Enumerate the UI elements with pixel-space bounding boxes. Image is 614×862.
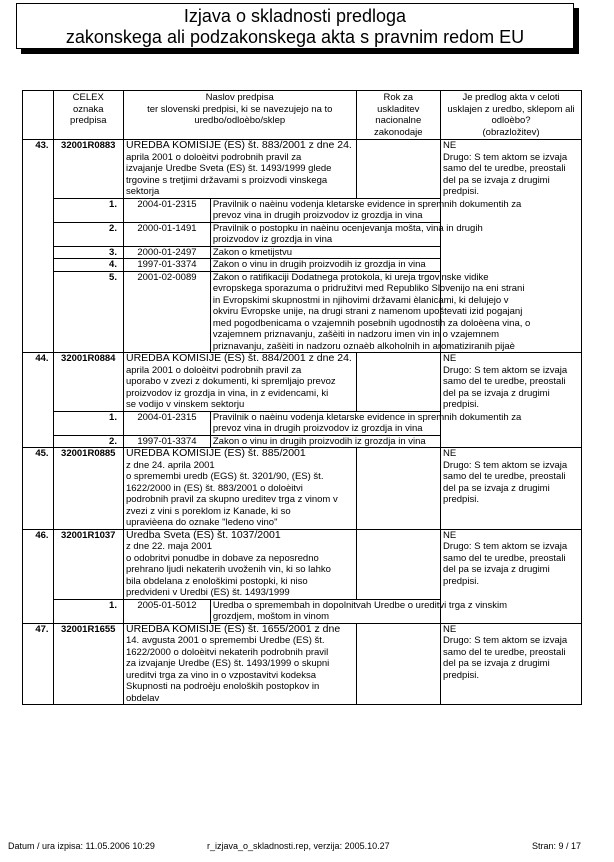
reference-id: 2000-01-1491 [123, 222, 210, 246]
table-row [23, 353, 582, 412]
entry-title-line: z dne 22. maja 2001 [125, 541, 213, 552]
status-line: predpisi. [443, 669, 479, 681]
table-header-row [23, 91, 582, 140]
entry-number: 43. [23, 140, 54, 353]
entry-title-line: Uredba Sveta (ES) št. 1037/2001 [125, 528, 281, 541]
status-line: NE [443, 623, 457, 635]
entry-title-line: izvajanje Uredbe Sveta (ES) št. 1493/1999 glede [125, 163, 332, 174]
header-usklajen: Je predlog akta v celoti usklajen z uredbo, sklepom ali odloèbo? (obrazložitev) [441, 91, 582, 140]
status-line: del pa se izvaja z drugimi [443, 387, 550, 399]
entry-celex: 32001R1655 [53, 623, 123, 705]
entry-title-line: UREDBA KOMISIJE (ES) št. 885/2001 [125, 447, 306, 459]
reference-id: 2005-01-5012 [123, 599, 210, 623]
status-line: samo del te uredbe, preostali [443, 646, 566, 658]
entry-title-line: podrobnih pravil za skupno ureditev trga z vinom v [125, 494, 338, 505]
status-line: Drugo: S tem aktom se izvaja [443, 635, 568, 646]
title-line-1: Izjava o skladnosti predloga [183, 6, 407, 26]
entry-title-line: uporabo v zvezi z dokumenti, ki spremljajo prevoz [125, 376, 336, 387]
entry-title-line: upravièena do oznake "ledeno vino" [125, 517, 278, 528]
status-line: del pa se izvaja z drugimi [443, 174, 550, 186]
status-line: NE [443, 448, 457, 459]
entry-title [123, 448, 356, 530]
reference-number: 2. [53, 222, 123, 246]
footer-report-name: r_izjava_o_skladnosti.rep, verzija: 2005.10.27 [207, 841, 390, 851]
reference-number: 2. [53, 435, 123, 448]
reference-title-line: evropskega sporazuma o pridružitvi med Republiko Slovenijo na eni strani [212, 283, 525, 294]
entry-title-line: o spremembi uredb (EGS) št. 3201/90, (ES) št. [125, 471, 324, 482]
reference-row [23, 271, 582, 353]
reference-id: 2001-02-0089 [123, 271, 210, 353]
table-row [23, 529, 582, 599]
status-line: samo del te uredbe, preostali [443, 552, 566, 564]
reference-number: 1. [53, 198, 123, 222]
reference-title-line: med pogodbenicama o vzajemnih posebnih ugodnostih za doloèena vina, o [212, 317, 531, 329]
reference-title [210, 411, 522, 435]
reference-number: 5. [53, 271, 123, 353]
entry-title-line: sektorja [125, 186, 160, 197]
entry-number: 47. [23, 623, 54, 705]
entry-title-line: 1622/2000 o doloèitvi nekaterih podrobnih pravil [125, 646, 329, 658]
status-line: NE [443, 353, 457, 364]
compliance-table [22, 90, 582, 705]
status-line: Drugo: S tem aktom se izvaja [443, 364, 568, 376]
reference-title-line: in Evropskimi skupnostmi in njihovimi državami èlanicami, ki delujejo v [212, 294, 509, 306]
reference-title [210, 198, 522, 222]
reference-id: 2000-01-2497 [123, 246, 210, 259]
reference-title-line: Uredba o spremembah in dopolnitvah Uredbe o ureditvi trga z vinskim [212, 599, 507, 611]
entry-celex: 32001R0885 [53, 448, 123, 530]
entry-title-line: se vodijo v vinskem sektorju [125, 399, 245, 410]
entry-title-line: proizvodov iz grozdja in vina, in z evidencami, ki [125, 387, 329, 399]
entry-title-line: Skupnosti na podroèju enoloških postopkov in [125, 681, 320, 692]
table-row [23, 623, 582, 705]
entry-celex: 32001R0883 [53, 140, 123, 199]
status-line: Drugo: S tem aktom se izvaja [443, 459, 568, 471]
entry-title-line: prehrano ljudi nekaterih uvoženih vin, ki so lahko [125, 564, 331, 575]
entry-celex: 32001R1037 [53, 529, 123, 599]
entry-deadline [356, 353, 441, 412]
reference-title-line: grozdjem, moštom in vinom [212, 611, 330, 622]
reference-number: 3. [53, 246, 123, 259]
status-line: samo del te uredbe, preostali [443, 376, 566, 387]
entry-number: 44. [23, 353, 54, 448]
footer-page-number: Stran: 9 / 17 [532, 841, 582, 851]
status-line: predpisi. [443, 575, 479, 587]
header-naslov: Naslov predpisa ter slovenski predpisi, ki se navezujejo na to uredbo/odloèbo/sklep [123, 91, 356, 140]
entry-number: 46. [23, 529, 54, 623]
entry-number: 45. [23, 448, 54, 530]
status-line: Drugo: S tem aktom se izvaja [443, 541, 568, 552]
status-line: del pa se izvaja z drugimi [443, 564, 550, 575]
title-line-2: zakonskega ali podzakonskega akta s pravnim redom EU [65, 27, 525, 47]
status-line: predpisi. [443, 186, 479, 197]
reference-title-line: priznavanju, zašèiti in nadzoru oznaèb alkoholnih in aromatiziranih pijaè [212, 340, 515, 352]
status-line: del pa se izvaja z drugimi [443, 482, 550, 494]
entry-title-line: za izvajanje Uredbe (ES) št. 1493/1999 o skupni [125, 658, 330, 669]
entry-title [123, 140, 356, 199]
entry-title-line: UREDBA KOMISIJE (ES) št. 1655/2001 z dne [125, 622, 341, 635]
reference-title-line: prevoz vina in drugih proizvodov iz grozdja in vina [212, 423, 423, 434]
reference-title-line: Pravilnik o naèinu vodenja kletarske evidence in spremnih dokumentih za [212, 198, 522, 210]
reference-title-line: Zakon o vinu in drugih proizvodih iz grozdja in vina [212, 259, 426, 270]
reference-title [210, 222, 483, 246]
reference-number: 1. [53, 411, 123, 435]
header-rok: Rok za uskladitev nacionalne zakonodaje [356, 91, 441, 140]
entry-title-line: o odobritvi ponudbe in dobave za neposredno [125, 552, 319, 564]
header-celex: CELEX oznaka predpisa [53, 91, 123, 140]
reference-title [210, 599, 507, 623]
entry-title-line: UREDBA KOMISIJE (ES) št. 884/2001 z dne 24. [125, 352, 352, 364]
entry-compliance-status [441, 448, 582, 530]
reference-id: 1997-01-3374 [123, 435, 210, 448]
entry-title [123, 623, 356, 705]
reference-title-line: Zakon o vinu in drugih proizvodih iz grozdja in vina [212, 435, 426, 447]
entry-title-line: 1622/2000 in (ES) št. 883/2001 o doloèitvi [125, 482, 303, 494]
entry-compliance-status [441, 623, 582, 705]
entry-title-line: trgovine s tretjimi državami s proizvodi vinskega [125, 174, 328, 186]
reference-title-line: Pravilnik o postopku in naèinu ocenjevanja mošta, vina in drugih [212, 222, 483, 234]
entry-title-line: bila obdelana z enološkimi postopki, ki niso [125, 575, 308, 587]
reference-title-line: Zakon o ratifikaciji Dodatnega protokola, ki ureja trgovinske vidike [212, 271, 489, 283]
reference-title [210, 435, 440, 448]
reference-title-line: Pravilnik o naèinu vodenja kletarske evidence in spremnih dokumentih za [212, 411, 522, 423]
entry-title-line: aprila 2001 o doloèitvi podrobnih pravil za [125, 151, 302, 163]
entry-title [123, 529, 356, 599]
reference-title [210, 259, 440, 272]
reference-number: 4. [53, 259, 123, 272]
status-line: predpisi. [443, 494, 479, 505]
entry-title-line: 14. avgusta 2001 o spremembi Uredbe (ES) št. [125, 635, 325, 646]
status-line: Drugo: S tem aktom se izvaja [443, 151, 568, 163]
status-line: samo del te uredbe, preostali [443, 471, 566, 482]
reference-title-line: proizvodov iz grozdja in vina [212, 234, 333, 245]
reference-title [210, 271, 531, 353]
reference-id: 2004-01-2315 [123, 411, 210, 435]
entry-celex: 32001R0884 [53, 353, 123, 412]
status-line: NE [443, 529, 457, 541]
footer-print-date: Datum / ura izpisa: 11.05.2006 10:29 [8, 841, 155, 851]
reference-id: 1997-01-3374 [123, 259, 210, 272]
entry-deadline [356, 448, 441, 530]
status-line: samo del te uredbe, preostali [443, 163, 566, 174]
entry-compliance-status [441, 353, 582, 448]
status-line: predpisi. [443, 399, 479, 410]
entry-title-line: ureditvi trga za vino in o vzpostavitvi kodeksa [125, 669, 317, 681]
entry-title-line: UREDBA KOMISIJE (ES) št. 883/2001 z dne 24. [125, 139, 352, 151]
table-row [23, 140, 582, 199]
entry-title-line: predvideni v Uredbi (ES) št. 1493/1999 [125, 587, 290, 598]
reference-id: 2004-01-2315 [123, 198, 210, 222]
reference-title-line: prevoz vina in drugih proizvodov iz grozdja in vina [212, 210, 423, 221]
reference-number: 1. [53, 599, 123, 623]
document-title [16, 3, 574, 49]
entry-deadline [356, 529, 441, 599]
reference-title-line: okviru Evropske unije, na drugi strani z namenom upoštevati izid pogajanj [212, 306, 523, 317]
entry-deadline [356, 140, 441, 199]
reference-title-line: Zakon o kmetijstvu [212, 246, 293, 258]
status-line: NE [443, 140, 457, 151]
reference-title [210, 246, 440, 259]
entry-title-line: obdelav [125, 692, 160, 704]
status-line: del pa se izvaja z drugimi [443, 658, 550, 669]
entry-deadline [356, 623, 441, 705]
entry-title-line: z dne 24. aprila 2001 [125, 459, 215, 471]
entry-title-line: zvezi z vini s poreklom iz Kanade, ki so [125, 505, 291, 517]
header-number [23, 91, 54, 140]
reference-title-line: vzajemnem priznavanju, zašèiti in nadzoru imen vin in o vzajemnem [212, 329, 500, 340]
entry-title-line: aprila 2001 o doloèitvi podrobnih pravil za [125, 364, 302, 376]
entry-title [123, 353, 356, 412]
table-row [23, 448, 582, 530]
